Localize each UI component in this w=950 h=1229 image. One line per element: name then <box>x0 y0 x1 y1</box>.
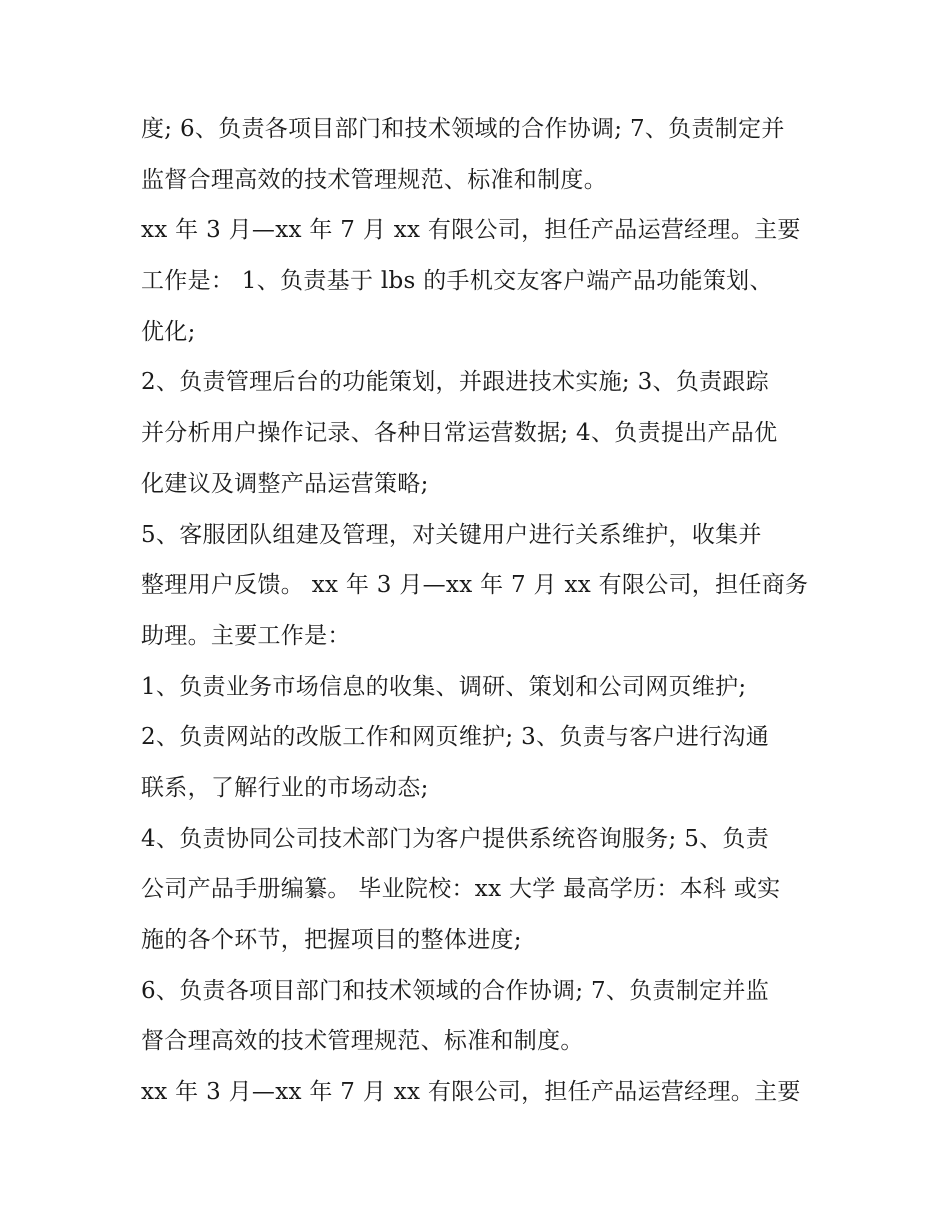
text-line: 并分析用户操作记录、各种日常运营数据; 4、负责提出产品优 <box>141 420 778 447</box>
text-line: 1、负责业务市场信息的收集、调研、策划和公司网页维护; <box>141 673 747 700</box>
text-line: 优化; <box>141 318 196 345</box>
text-line: 公司产品手册编纂。 毕业院校：xx 大学 最高学历：本科 或实 <box>141 876 781 903</box>
text-line: 整理用户反馈。 xx 年 3 月—xx 年 7 月 xx 有限公司，担任商务 <box>141 572 809 599</box>
text-line: 4、负责协同公司技术部门为客户提供系统咨询服务; 5、负责 <box>141 825 770 852</box>
document-body <box>141 104 831 1118</box>
text-line: 监督合理高效的技术管理规范、标准和制度。 <box>141 166 607 193</box>
text-line: 化建议及调整产品运营策略; <box>141 470 429 497</box>
text-line: xx 年 3 月—xx 年 7 月 xx 有限公司，担任产品运营经理。主要 <box>141 217 801 244</box>
text-line: 督合理高效的技术管理规范、标准和制度。 <box>141 1028 584 1055</box>
text-line: 工作是： 1、负责基于 lbs 的手机交友客户端产品功能策划、 <box>141 268 773 295</box>
text-line: 5、客服团队组建及管理，对关键用户进行关系维护，收集并 <box>141 521 762 548</box>
text-line: 助理。主要工作是： <box>141 622 351 649</box>
text-line: 2、负责管理后台的功能策划，并跟进技术实施; 3、负责跟踪 <box>141 369 770 396</box>
text-line: xx 年 3 月—xx 年 7 月 xx 有限公司，担任产品运营经理。主要 <box>141 1079 801 1106</box>
text-line: 联系，了解行业的市场动态; <box>141 774 429 801</box>
text-line: 6、负责各项目部门和技术领域的合作协调; 7、负责制定并监 <box>141 977 770 1004</box>
text-line: 2、负责网站的改版工作和网页维护; 3、负责与客户进行沟通 <box>141 724 770 751</box>
text-line: 施的各个环节，把握项目的整体进度; <box>141 927 522 953</box>
text-line: 度; 6、负责各项目部门和技术领域的合作协调; 7、负责制定并 <box>141 116 785 142</box>
